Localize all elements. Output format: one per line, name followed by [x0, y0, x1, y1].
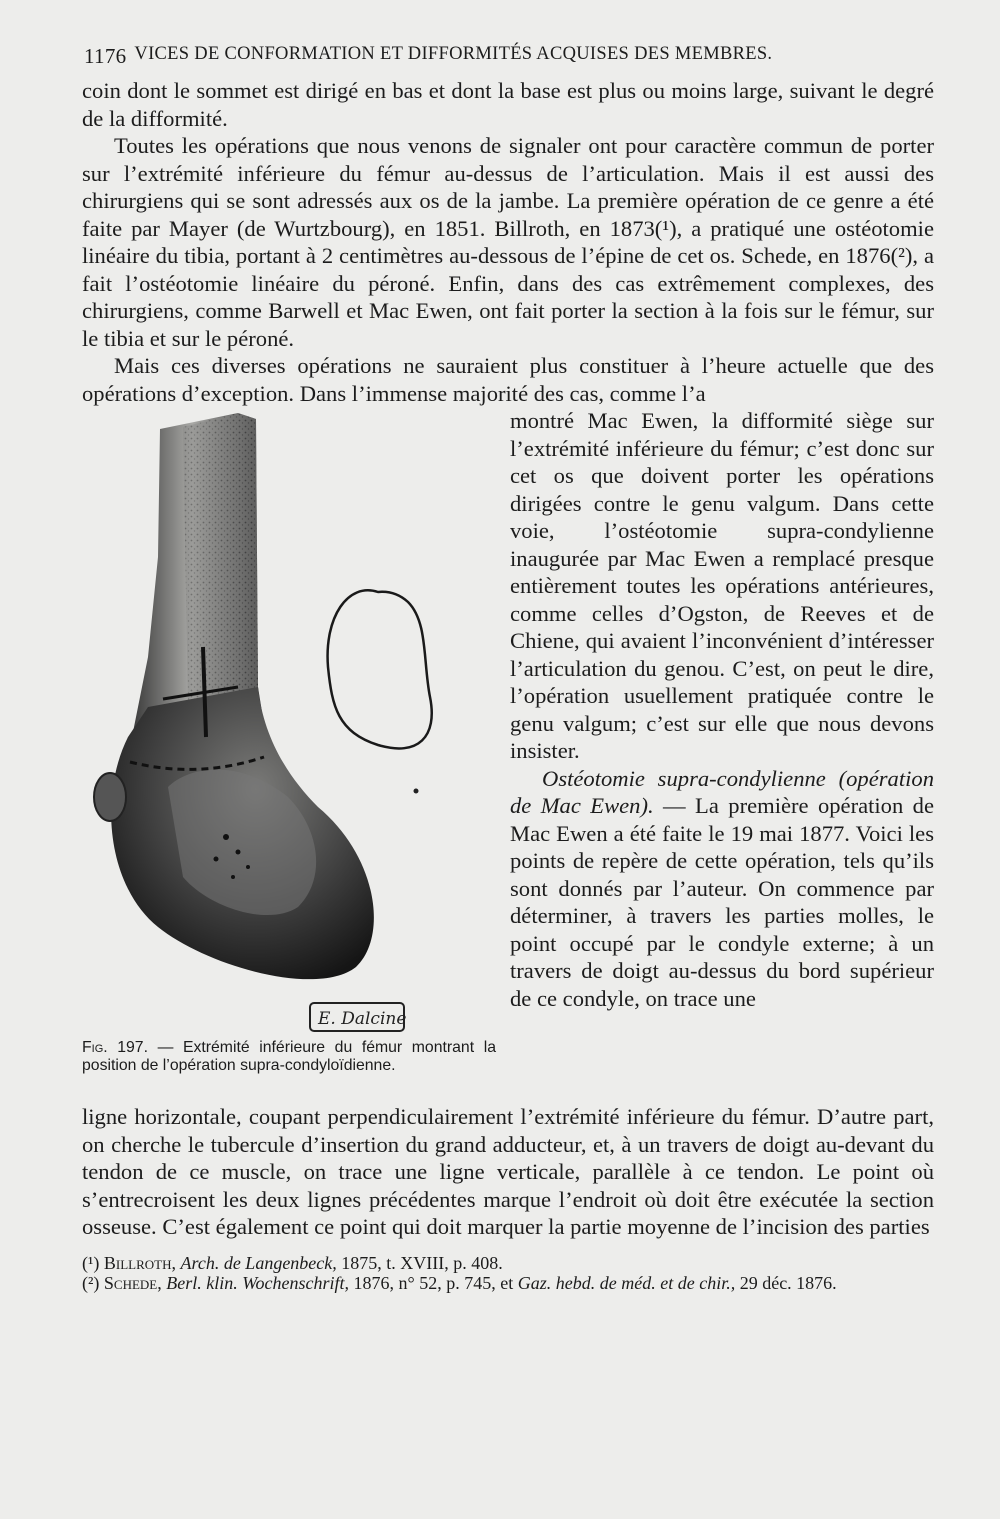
body-text-top: [82, 77, 934, 407]
book-page: [82, 44, 934, 1293]
paragraph-4-start: [510, 765, 934, 1013]
paragraph-3-continued: montré Mac Ewen, la difformité siège sur l’extrémité inférieure du fémur; c’est donc sur cet os que doivent porter les opérations dirigées contre le genu valgum. Dans cette voie, l’ostéotomie supra-condylienne inaugurée par Mac Ewen a remplacé presque entièrement toutes les opérations antérieures, comme celles d’Ogston, de Reeves et de Chiene, qui avaient l’inconvénient d’intéresser l’articulation du genou. C’est, on peut le dire, l’opération usuellement pratiquée contre le genu valgum; c’est sur elle que nous devons insister.: [510, 408, 934, 763]
paragraph-4-right-text: — La première opération de Mac Ewen a été faite le 19 mai 1877. Voici les points de repère de cette opération, tels qu’ils sont donnés par l’auteur. On commence par déterminer, à travers les parties molles, le point occupé par le condyle externe; à un travers de doigt au-dessus du bord supérieur de ce condyle, on trace une: [510, 793, 934, 1011]
svg-text:E. Dalcine: E. Dalcine: [318, 1009, 407, 1029]
footnote-1-rest: 1875, t. XVIII, p. 408.: [336, 1252, 503, 1273]
section-outline: [328, 590, 432, 748]
footnote-ref-2: (²): [890, 243, 913, 268]
condyle-bump: [94, 773, 126, 821]
femur-illustration: [88, 407, 483, 1039]
paragraph-4-continued: ligne horizontale, coupant perpendiculairement l’extrémité inférieure du fémur. D’autre part, on cherche le tubercule d’insertion du grand adducteur, et, à un travers de doigt au-devant du tendon de ce muscle, on trace une ligne verticale, parallèle à ce tendon. Le point où s’entrecroisent les deux lignes précédentes marque l’endroit où doit être exécutée la section osseuse. C’est également ce point qui doit marquer la partie moyenne de l’incision des parties: [82, 1104, 934, 1239]
figure-label: Fig. 197.: [82, 1039, 148, 1056]
footnotes: [82, 1253, 934, 1293]
figure-caption-text: — Extrémité inférieure du fémur montrant la position de l’opération supra-condyloïdienne.: [82, 1039, 496, 1074]
paragraph-2: [82, 132, 934, 352]
footnote-2-author: Schede,: [103, 1272, 162, 1293]
paragraph-3-start: Mais ces diverses opérations ne sauraient plus constituer à l’heure actuelle que des opérations d’exception. Dans l’immense majorité des cas, comme l’a: [82, 353, 934, 406]
footnote-2-rest-2: 29 déc. 1876.: [735, 1272, 837, 1293]
footnote-2-title: Berl. klin. Wochenschrift,: [166, 1272, 350, 1293]
footnote-1-mark: (¹): [82, 1252, 100, 1273]
section-heading-italic: Ostéotomie supra-condylienne (opération de Mac Ewen).: [510, 765, 934, 818]
figure-caption: [82, 1039, 496, 1075]
footnote-1: [82, 1253, 934, 1273]
signature-stamp: [310, 1003, 406, 1031]
right-column-text: [510, 407, 934, 1012]
footnote-2-rest: 1876, n° 52, p. 745, et: [349, 1272, 518, 1293]
running-header: [84, 44, 934, 69]
footnote-1-title: Arch. de Langenbeck,: [180, 1252, 337, 1273]
paragraph-2-part-b: , a pratiqué une ostéotomie linéaire du tibia, portant à 2 centimètres au-dessous de l’épine de cet os. Schede, en 1876: [82, 215, 934, 268]
footnote-2: [82, 1273, 934, 1293]
paragraph-1: coin dont le sommet est dirigé en bas et dont la base est plus ou moins large, suivant le degré de la difformité.: [82, 78, 934, 131]
footnote-1-author: Billroth,: [103, 1252, 176, 1273]
body-text-bottom: [82, 1103, 934, 1241]
footnote-ref-1: (¹): [654, 215, 677, 241]
footnote-2-title-2: Gaz. hebd. de méd. et de chir.,: [517, 1272, 736, 1293]
figure-197: [82, 407, 502, 1103]
running-title: VICES DE CONFORMATION ET DIFFORMITÉS ACQUISES DES MEMBRES.: [134, 44, 773, 64]
paragraph-2-part-a: Toutes les opérations que nous venons de signaler ont pour caractère commun de porter sur l’extrémité inférieure du fémur au-dessus de l’articulation. Mais il est aussi des chirurgiens qui se sont adressés aux os de la jambe. La première opération de ce genre a été faite par Mayer (de Wurtzbourg), en 1851. Billroth, en 1873: [82, 133, 934, 241]
figure-and-text-area: [82, 407, 934, 1103]
paragraph-2-part-c: , a fait l’ostéotomie linéaire du péroné. Enfin, dans des cas extrêmement complexes, des chirurgiens, comme Barwell et Mac Ewen, ont fait porter la section à la fois sur le fémur, sur le tibia et sur le péroné.: [82, 243, 934, 351]
footnote-2-mark: (²): [82, 1272, 100, 1293]
page-number: 1176: [84, 44, 127, 68]
